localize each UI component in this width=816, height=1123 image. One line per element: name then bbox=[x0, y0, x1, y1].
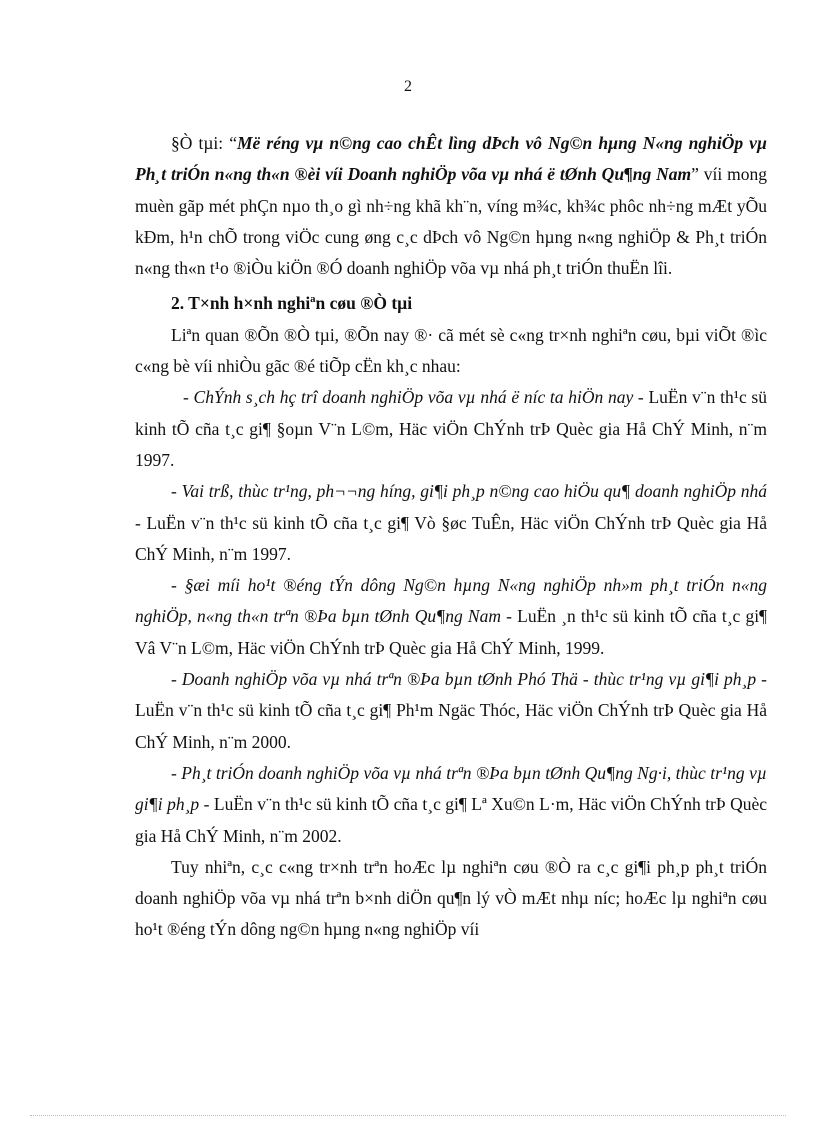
closing-paragraph: Tuy nhiªn, c¸c c«ng tr×nh trªn hoÆc lµ nghiªn cøu ®Ò ra c¸c gi¶i ph¸p ph¸t triÓn doanh nghiÖp võa vµ nhá trªn b×nh diÖn qu¶n lý vÒ mÆt nhµ níc; hoÆc lµ nghiªn cøu ho¹t ®éng tÝn dông ng©n hµng n«ng nghiÖp víi bbox=[135, 856, 767, 940]
reference-item bbox=[135, 758, 767, 852]
intro-lead: §Ò tµi: “ bbox=[171, 133, 237, 153]
reference-detail: - LuËn ¸n th¹c sü kinh tÕ cña t¸c gi¶ Vâ V¨n L©m, Häc viÖn ChÝnh trÞ Quèc gia Hå ChÝ Minh, 1999. bbox=[135, 606, 768, 658]
reference-item bbox=[135, 570, 767, 664]
thesis-title: Më réng vµ n©ng cao chÊt lìng dÞch vô Ng©n hµng N«ng nghiÖp vµ Ph¸t triÓn n«ng th«n ®èi víi Doanh nghiÖp võa vµ nhá ë tØnh Qu¶ng Nam bbox=[135, 133, 768, 185]
reference-title: - Doanh nghiÖp võa vµ nhá trªn ®Þa bµn tØnh Phó Thä - thùc tr¹ng vµ gi¶i ph¸p bbox=[171, 669, 757, 690]
reference-title: - Ph¸t triÓn doanh nghiÖp võa vµ nhá trªn ®Þa bµn tØnh Qu¶ng Ng·i, thùc tr¹ng vµ gi¶i ph¸p bbox=[135, 762, 767, 815]
reference-item bbox=[135, 476, 767, 570]
reference-title: - ChÝnh s¸ch hç trî doanh nghiÖp võa vµ nhá ë níc ta hiÖn nay - bbox=[183, 387, 644, 408]
section-intro: Liªn quan ®Õn ®Ò tµi, ®Õn nay ®· cã mét sè c«ng tr×nh nghiªn cøu, bµi viÕt ®ìc c«ng bè víi nhiÒu gãc ®é tiÕp cËn kh¸c nhau: bbox=[135, 324, 767, 377]
section-heading: 2. T×nh h×nh nghiªn cøu ®Ò tµi bbox=[171, 293, 413, 314]
intro-rest: ” víi mong muèn gãp mét phÇn nµo th¸o gì nh÷ng khã kh¨n, víng m¾c, kh¾c phôc nh÷ng mÆt yÕu kÐm, h¹n chÕ trong viÖc cung øng c¸c dÞch vô Ng©n hµng n«ng nghiÖp & Ph¸t triÓn n«ng th«n t¹o ®iÒu kiÖn ®Ó doanh nghiÖp võa vµ nhá ph¸t triÓn thuËn lîi. bbox=[135, 164, 767, 279]
reference-detail: - LuËn v¨n th¹c sü kinh tÕ cña t¸c gi¶ Lª Xu©n L·m, Häc viÖn ChÝnh trÞ Quèc gia Hå ChÝ Minh, n¨m 2002. bbox=[135, 794, 767, 846]
footer-divider bbox=[30, 1115, 786, 1116]
page-number: 2 bbox=[404, 78, 412, 95]
intro-paragraph bbox=[135, 128, 767, 284]
reference-title: - §æi míi ho¹t ®éng tÝn dông Ng©n hµng N«ng nghiÖp nh»m ph¸t triÓn n«ng nghiÖp, n«ng th«n trªn ®Þa bµn tØnh Qu¶ng Nam bbox=[135, 575, 767, 627]
reference-detail: - LuËn v¨n th¹c sü kinh tÕ cña t¸c gi¶ Ph¹m Ngäc Thóc, Häc viÖn ChÝnh trÞ Quèc gia Hå ChÝ Minh, n¨m 2000. bbox=[135, 669, 768, 752]
reference-item bbox=[135, 382, 767, 476]
reference-detail: - LuËn v¨n th¹c sü kinh tÕ cña t¸c gi¶ Vò §øc TuÊn, Häc viÖn ChÝnh trÞ Quèc gia Hå ChÝ Minh, n¨m 1997. bbox=[135, 512, 767, 564]
reference-title: - Vai trß, thùc tr¹ng, ph¬¬ng híng, gi¶i ph¸p n©ng cao hiÖu qu¶ doanh nghiÖp nhá bbox=[171, 481, 767, 502]
reference-item bbox=[135, 664, 767, 758]
reference-detail: LuËn v¨n th¹c sü kinh tÕ cña t¸c gi¶ §oµn V¨n L©m, Häc viÖn ChÝnh trÞ Quèc gia Hå ChÝ Minh, n¨m 1997. bbox=[135, 387, 767, 470]
document-body bbox=[135, 128, 767, 946]
